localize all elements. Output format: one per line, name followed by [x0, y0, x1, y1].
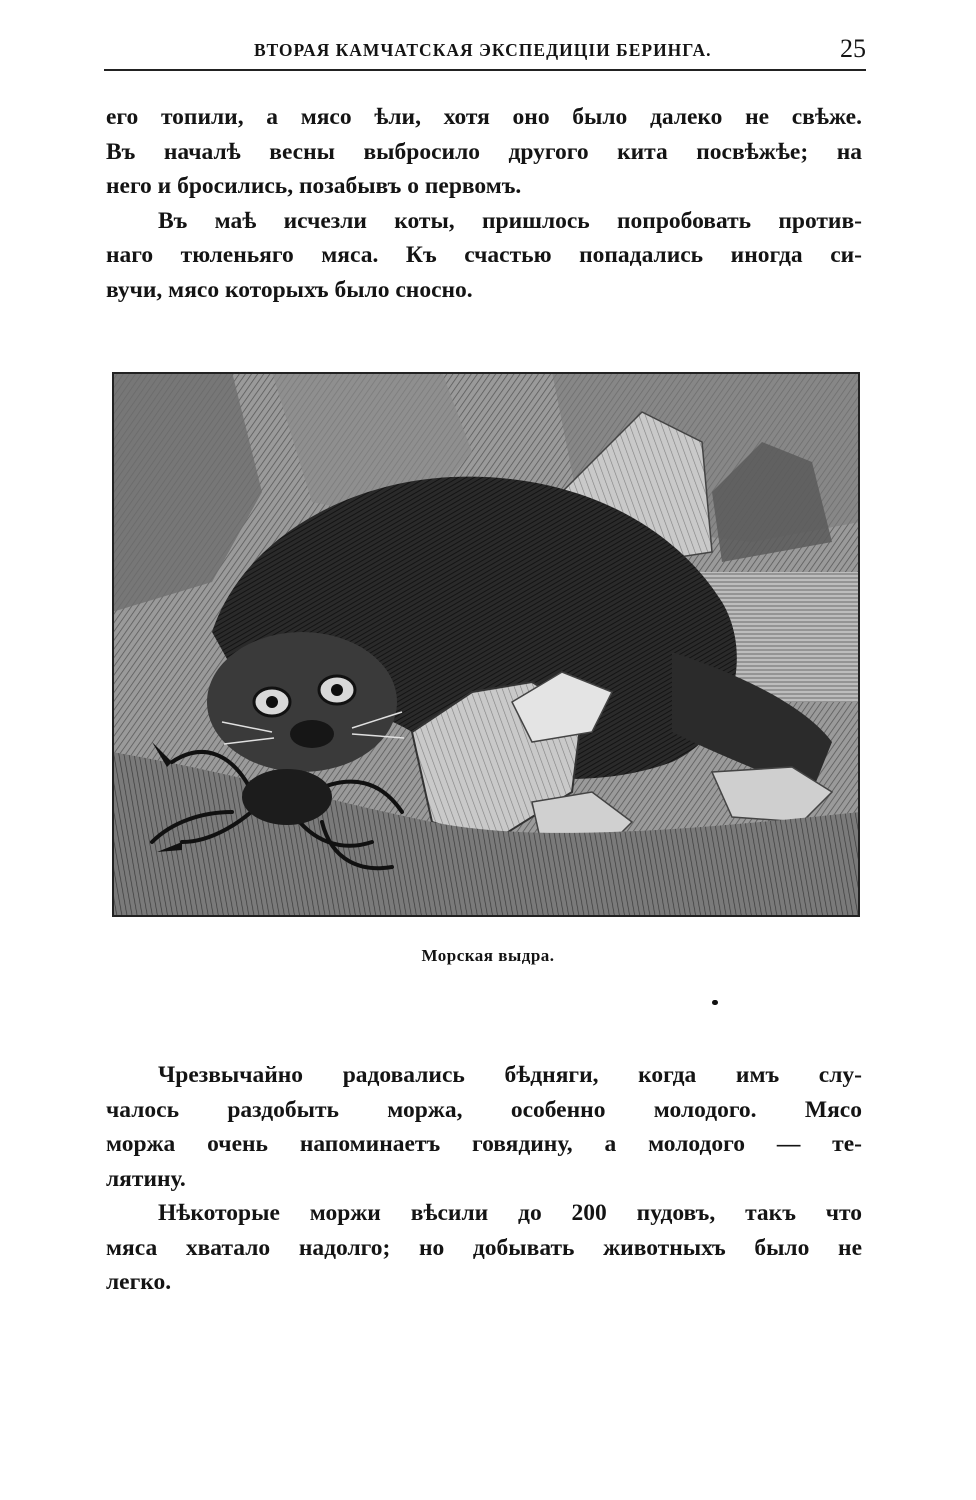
text-line: лятину. [106, 1165, 186, 1192]
text-block-top [106, 100, 862, 307]
running-head [104, 36, 866, 72]
header-rule [104, 69, 866, 71]
paragraph [106, 1058, 862, 1196]
text-line: Въ началѣ весны выбросило другого кита посвѣжѣе; на [106, 138, 862, 165]
running-head-title: ВТОРАЯ КАМЧАТСКАЯ ЭКСПЕДИЦІИ БЕРИНГА. [254, 40, 712, 60]
text-line: Нѣкоторые моржи вѣсили до 200 пудовъ, такъ что [158, 1200, 862, 1226]
figure-caption: Морская выдра. [421, 946, 555, 965]
text-line: мяса хватало надолго; но добывать животныхъ было не [106, 1234, 862, 1261]
paragraph [106, 204, 862, 308]
text-line: наго тюленьяго мяса. Къ счастью попадались иногда си- [106, 242, 862, 268]
text-line: его топили, а мясо ѣли, хотя оно было далеко не свѣже. [106, 104, 862, 130]
text-line: вучи, мясо которыхъ было сносно. [106, 276, 473, 303]
paragraph [106, 100, 862, 204]
text-line: моржа очень напоминаетъ говядину, а молодого — те- [106, 1131, 862, 1157]
text-line: чалось раздобыть моржа, особенно молодого. Мясо [106, 1096, 862, 1123]
sea-otter-engraving [112, 372, 860, 917]
paragraph [106, 1196, 862, 1300]
engraving-illustration-icon [112, 372, 860, 917]
text-line: легко. [106, 1269, 172, 1295]
text-line: Въ маѣ исчезли коты, пришлось попробовать против- [158, 207, 862, 234]
text-line: Чрезвычайно радовались бѣдняги, когда имъ слу- [158, 1062, 862, 1088]
ink-speck [712, 1000, 718, 1005]
page-number: 25 [840, 34, 866, 63]
text-block-bottom [106, 1058, 862, 1300]
text-line: него и бросились, позабывъ о первомъ. [106, 173, 522, 199]
